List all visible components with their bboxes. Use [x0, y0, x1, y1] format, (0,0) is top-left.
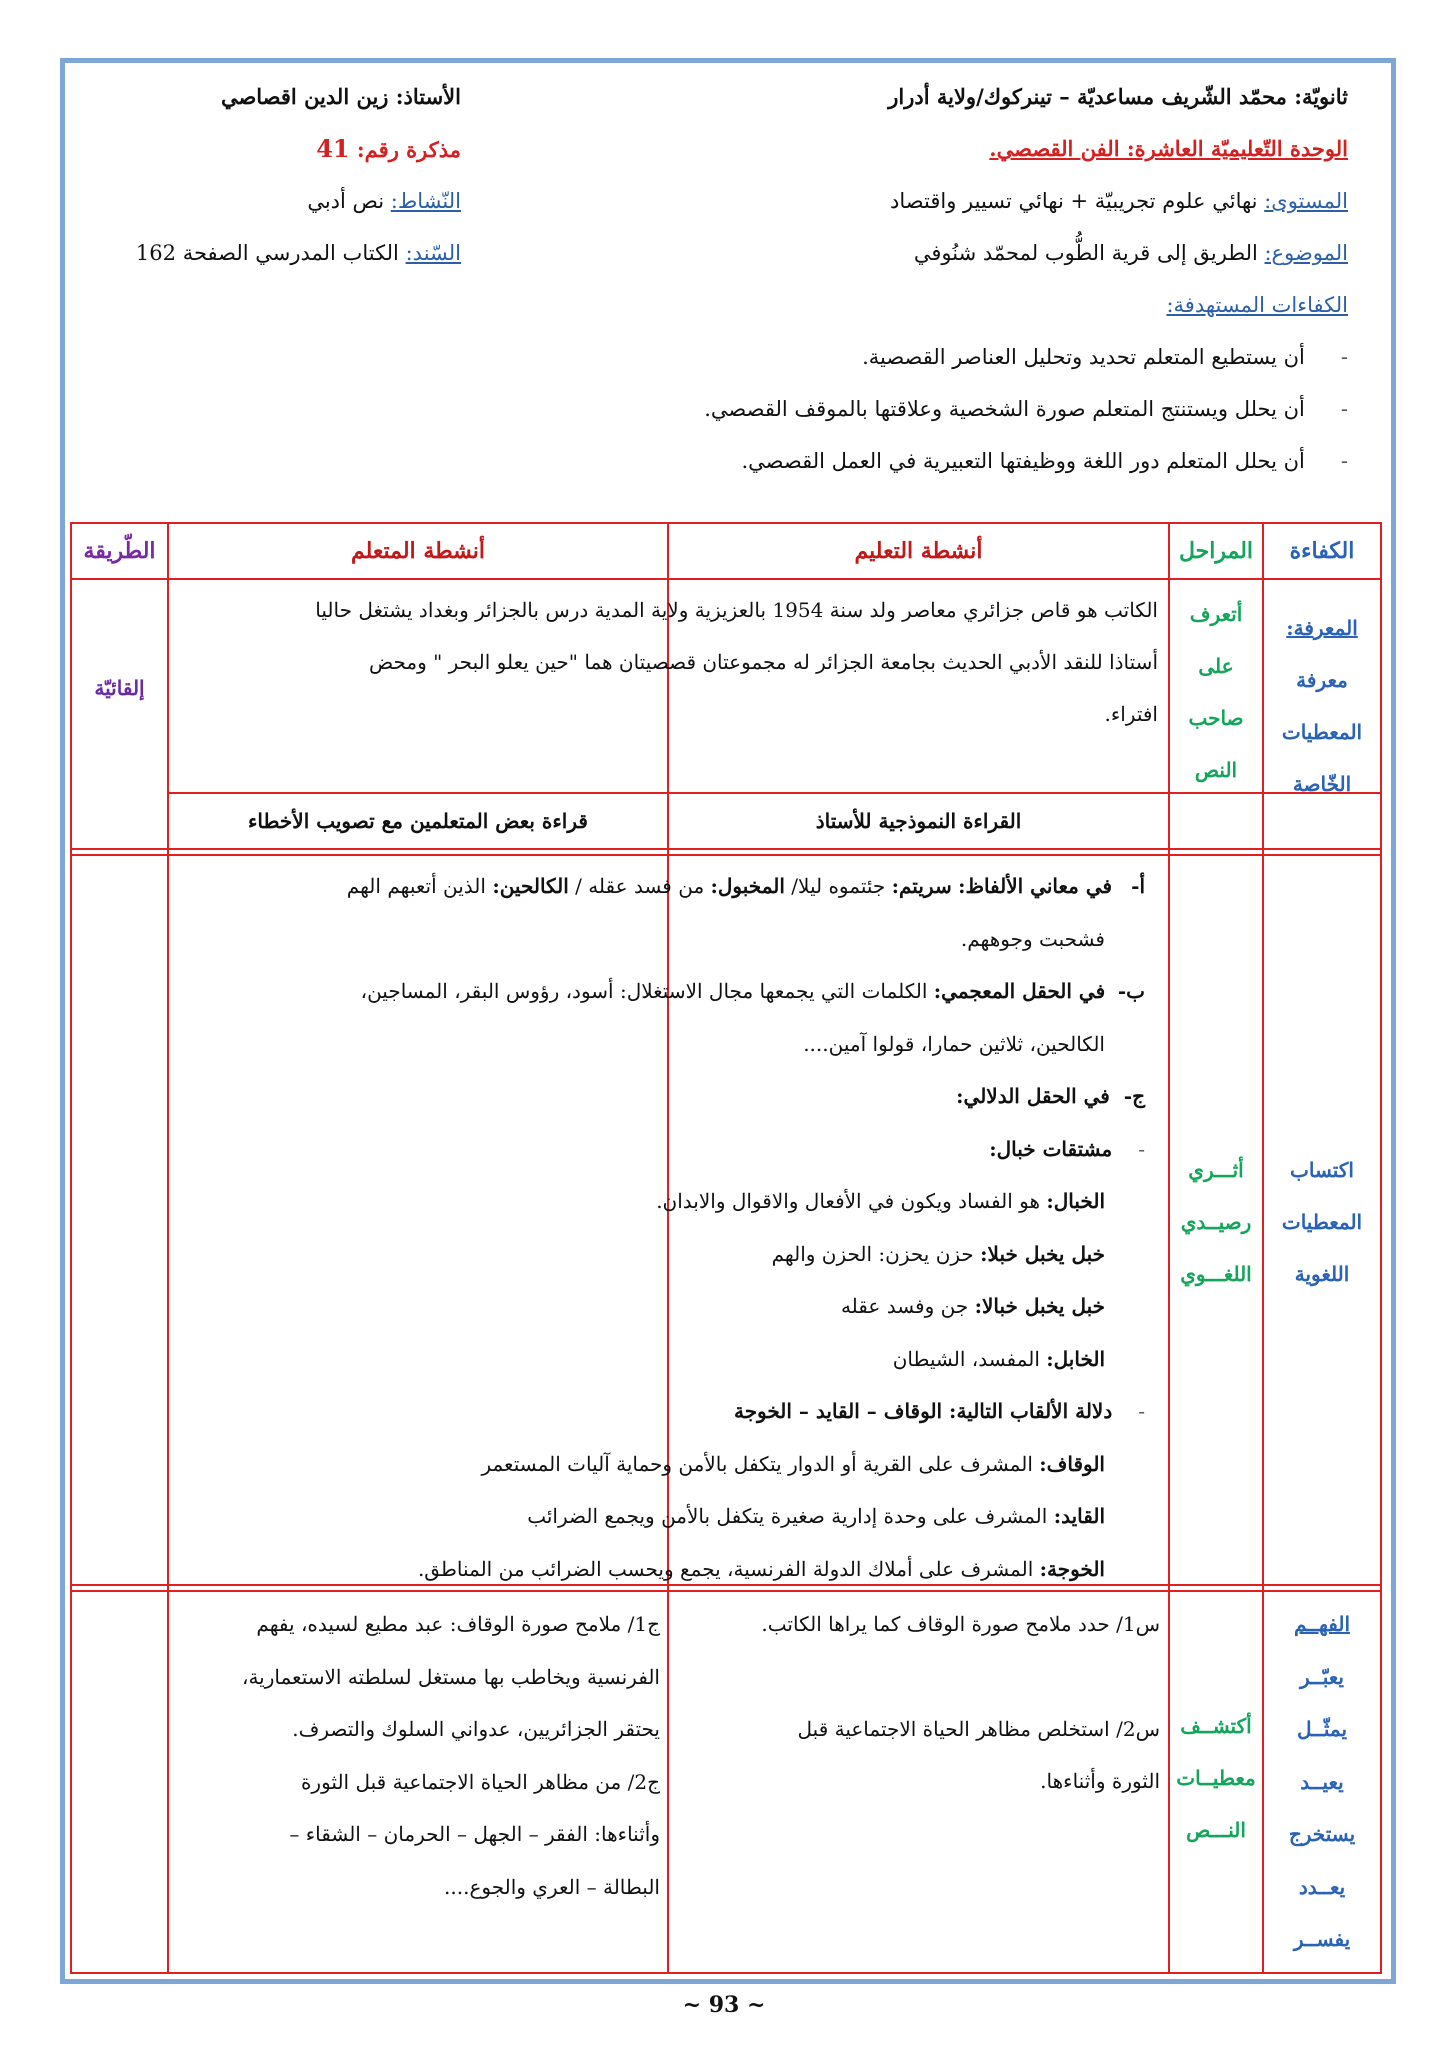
level-line	[890, 186, 1348, 216]
header-teaching: أنشطة التعليم	[854, 538, 983, 564]
lesson-table	[70, 522, 1382, 1974]
bullet-dash: -	[1340, 449, 1348, 473]
teacher-reading: القراءة النموذجية للأستاذ	[815, 809, 1022, 833]
support-value: الكتاب المدرسي الصفحة 162	[135, 241, 399, 265]
deriv-item: خبل يخبل خبلا: حزن يحزن: الحزن والهم	[771, 1241, 1105, 1266]
competency-item: -أن يحلل المتعلم دور اللغة ووظيفتها التعبيرية في العمل القصصي.	[741, 449, 1348, 473]
competency-item: -أن يستطيع المتعلم تحديد وتحليل العناصر القصصية.	[862, 345, 1348, 369]
row2-stage: أثـــري رصيــدي اللغـــوي	[1180, 1158, 1252, 1286]
teacher-name: الأستاذ: زين الدين اقصاصي	[220, 84, 461, 109]
row3-stage: أكتشــف معطيــات النـــص	[1176, 1714, 1256, 1842]
row1-competency: المعرفة: معرفة المعطيات الخّاصة	[1281, 616, 1363, 796]
level-value: نهائي علوم تجريبيّة + نهائي تسيير واقتصاد	[890, 189, 1258, 213]
header-stages: المراحل	[1178, 538, 1254, 564]
page-number: ~ 93 ~	[682, 1992, 766, 2018]
row1-method: إلقائيّة	[94, 676, 145, 700]
lexical-field-line: ب- في الحقل المعجمي: الكلمات التي يجمعها مجال الاستغلال: أسود، رؤوس البقر، المساجين،	[360, 979, 1145, 1003]
vocabulary-section: أ- في معاني الألفاظ: سريتم: جئتموه ليلا/ المخبول: من فسد عقله / الكالحين: الذين أتعبهم الهم فشحبت وجوههم. ب- في الحقل المعجمي: الكلمات التي يجمعها مجال الاستغلال: أسود، رؤوس البقر، المساجين، الكالحين، ثلاثين حمارا، قولوا آمين.... ج- في الحقل الدلالي: -مشتقات خبال: الخبال: هو الفساد ويكون في الأفعال والاقوال والابدان. خبل يخبل خبلا: حزن يحزن: الحزن والهم خبل يخبل خبالا: جن وفسد عقله الخابل: المفسد، الشيطان -دلالة الألقاب التالية: الوقاف – القايد – الخوجة الوقاف: المشرف على القرية أو الدوار يتكفل بالأمن وحماية آليات المستعمر القايد: المشرف على وحدة إدارية صغيرة يتكفل بالأمن ويجمع الضرائب الخوجة: المشرف على أملاك الدولة الفرنسية، يجمع ويحسب الضرائب من المناطق.	[180, 860, 1165, 1595]
topic-label: الموضوع:	[1264, 241, 1348, 265]
title-item: الخوجة: المشرف على أملاك الدولة الفرنسية، يجمع ويحسب الضرائب من المناطق.	[417, 1556, 1105, 1581]
row3-competency: الفهــم يعبّــر يمثّــل يعيــد يستخرج يعــدد يفســر	[1288, 1612, 1356, 1951]
semantic-field-title: ج- في الحقل الدلالي:	[956, 1084, 1145, 1108]
question-1: س1/ حدد ملامح صورة الوقاف كما يراها الكاتب.	[761, 1612, 1160, 1636]
titles-title: -دلالة الألقاب التالية: الوقاف – القايد – الخوجة	[733, 1399, 1145, 1423]
teaching-questions: س1/ حدد ملامح صورة الوقاف كما يراها الكاتب. س2/ استخلص مظاهر الحياة الاجتماعية قبل الثورة وأثناءها.	[678, 1598, 1160, 1808]
header-learner: أنشطة المتعلم	[350, 538, 486, 564]
question-2: س2/ استخلص مظاهر الحياة الاجتماعية قبل	[797, 1716, 1160, 1741]
answer-1: ج1/ ملامح صورة الوقاف: عبد مطيع لسيده، يفهم	[256, 1612, 660, 1636]
header-method: الطّريقة	[83, 538, 156, 564]
row1-stage: أتعرف على صاحب النص	[1188, 602, 1244, 782]
level-label: المستوى:	[1264, 189, 1348, 213]
school-name: ثانويّة: محمّد الشّريف مساعديّة – تينركوك/ولاية أدرار	[888, 84, 1348, 109]
deriv-item: خبل يخبل خبالا: جن وفسد عقله	[840, 1294, 1105, 1318]
learner-answers: ج1/ ملامح صورة الوقاف: عبد مطيع لسيده، يفهم الفرنسية ويخاطب بها مستغل لسلطته الاستعمارية، يحتقر الجزائريين، عدواني السلوك والتصرف. ج2/ من مظاهر الحياة الاجتماعية قبل الثورة وأثناءها: الفقر – الجهل – الحرمان – الشقاء – البطالة – العري والجوع....	[180, 1598, 660, 1913]
title-item: القايد: المشرف على وحدة إدارية صغيرة يتكفل بالأمن ويجمع الضرائب	[527, 1504, 1105, 1528]
bullet-dash: -	[1340, 345, 1348, 369]
competency-item: -أن يحلل ويستنتج المتعلم صورة الشخصية وعلاقتها بالموقف القصصي.	[704, 397, 1348, 421]
activity-value: نص أدبي	[307, 189, 385, 213]
meanings-line: أ- في معاني الألفاظ: سريتم: جئتموه ليلا/ المخبول: من فسد عقله / الكالحين: الذين أتعبهم الهم	[346, 874, 1145, 898]
memo-label: مذكرة رقم:	[356, 137, 461, 162]
competencies-title: الكفاءات المستهدفة:	[1166, 293, 1348, 317]
student-reading: قراءة بعض المتعلمين مع تصويب الأخطاء	[248, 809, 588, 833]
unit-title: الوحدة التّعليميّة العاشرة: الفن القصصي.	[989, 136, 1348, 161]
bullet-dash: -	[1340, 397, 1348, 421]
deriv-item: الخبال: هو الفساد ويكون في الأفعال والاقوال والابدان.	[656, 1189, 1105, 1213]
author-bio: الكاتب هو قاص جزائري معاصر ولد سنة 1954 بالعزيزية ولاية المدية درس بالجزائر وبغداد يشتغل حاليا أستاذا للنقد الأدبي الحديث بجامعة الجزائر له مجموعتان قصصيتان هما "حين يعلو البحر " ومحض افتراء.	[315, 598, 1158, 726]
support-label: السّند:	[405, 241, 461, 265]
title-item: الوقاف: المشرف على القرية أو الدوار يتكفل بالأمن وحماية آليات المستعمر	[481, 1451, 1105, 1476]
memo-value: 41	[316, 134, 350, 163]
deriv-item: الخابل: المفسد، الشيطان	[892, 1346, 1105, 1371]
answer-2: ج2/ من مظاهر الحياة الاجتماعية قبل الثورة	[300, 1769, 660, 1794]
activity-label: النّشاط:	[390, 189, 461, 213]
derivs-title: -مشتقات خبال:	[989, 1136, 1145, 1161]
activity-line	[307, 186, 461, 216]
memo-number	[316, 134, 461, 165]
header-competency: الكفاءة	[1289, 538, 1355, 564]
topic-line	[914, 238, 1348, 268]
row2-competency: اكتساب المعطيات اللغوية	[1281, 1158, 1363, 1286]
support-line	[136, 238, 461, 268]
topic-value: الطريق إلى قرية الطُّوب لمحمّد شنُوفي	[913, 241, 1258, 265]
